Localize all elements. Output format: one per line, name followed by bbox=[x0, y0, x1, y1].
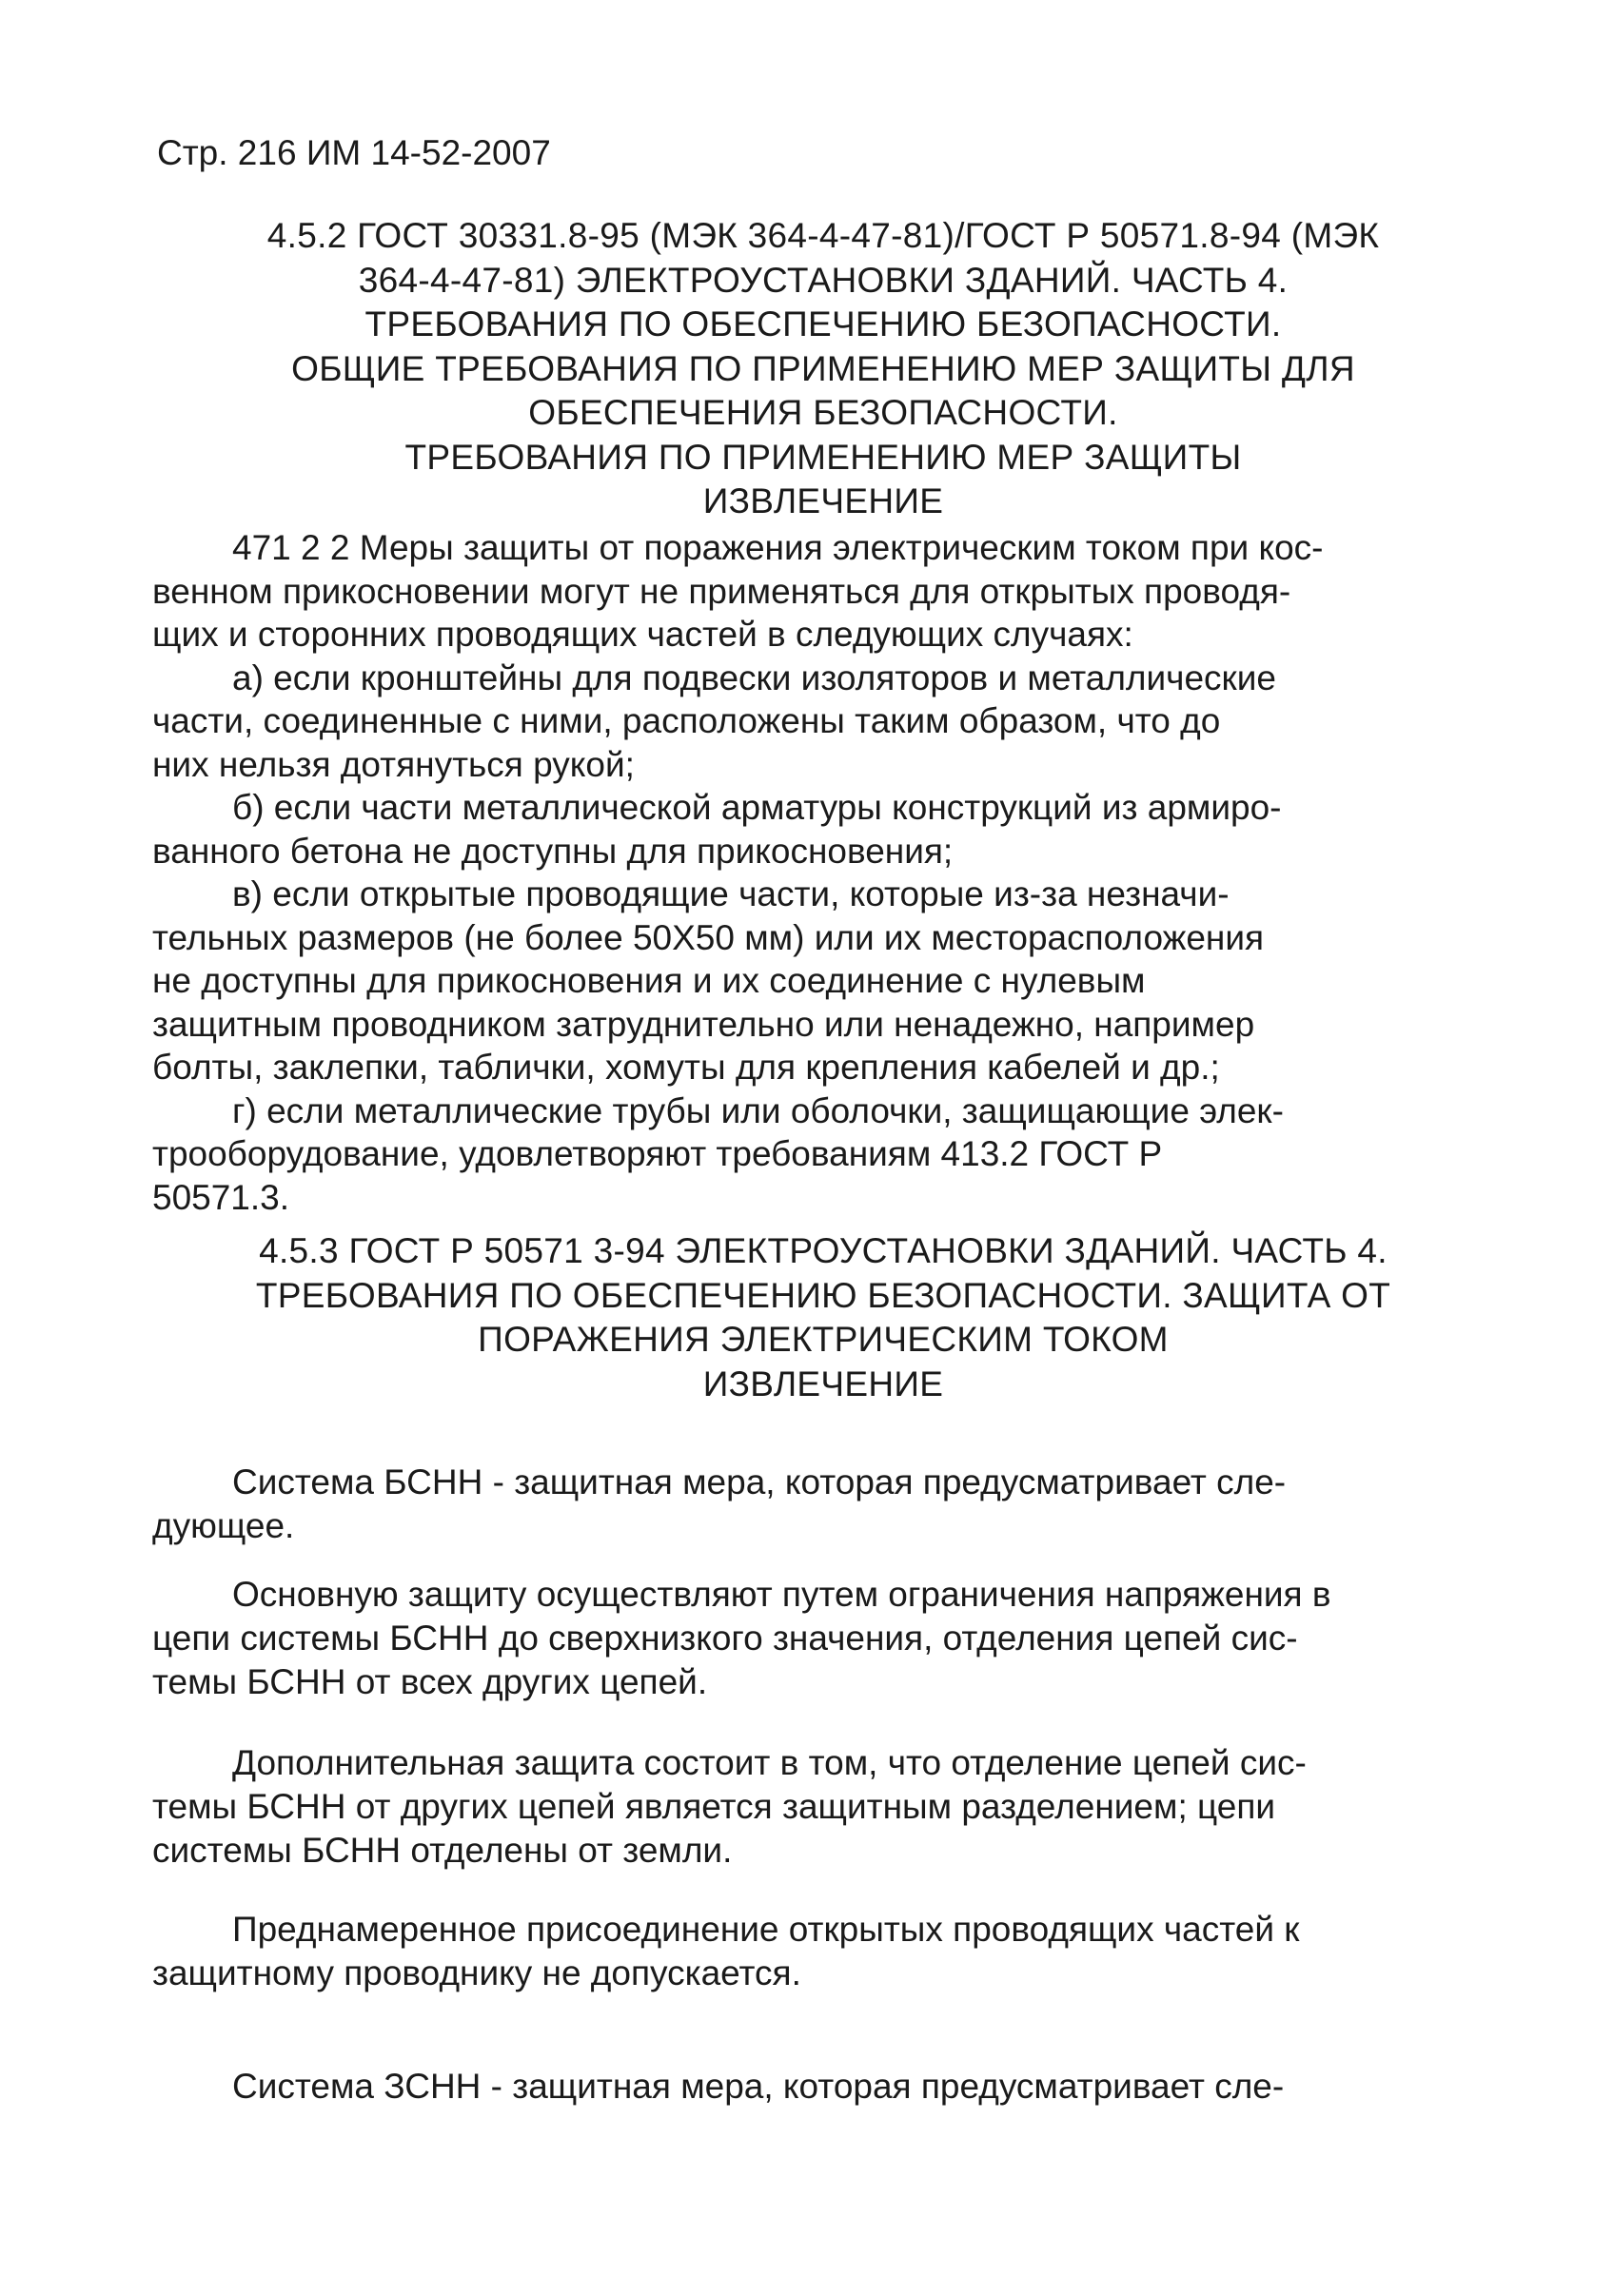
list-item-c: в) если открытые проводящие части, которые из-за незначи- bbox=[232, 874, 1230, 913]
title-line: 4.5.2 ГОСТ 30331.8-95 (МЭК 364-4-47-81)/ГОСТ Р 50571.8-94 (МЭК bbox=[266, 216, 1380, 255]
title-line: ИЗВЛЕЧЕНИЕ bbox=[702, 481, 944, 520]
body-line: венном прикосновении могут не применяться для открытых проводя- bbox=[152, 571, 1291, 611]
title-line: ТРЕБОВАНИЯ ПО ОБЕСПЕЧЕНИЮ БЕЗОПАСНОСТИ. bbox=[364, 304, 1282, 343]
body-line: Система ЗСНН - защитная мера, которая предусматривает сле- bbox=[232, 2067, 1285, 2106]
paragraph-zsnn-definition bbox=[152, 2065, 1494, 2109]
body-line: ванного бетона не доступны для прикосновения; bbox=[152, 831, 954, 871]
body-line: Основную защиту осуществляют путем ограничения напряжения в bbox=[232, 1575, 1331, 1614]
body-line: тельных размеров (не более 50Х50 мм) или их месторасположения bbox=[152, 917, 1265, 957]
body-line: защитным проводником затруднительно или ненадежно, например bbox=[152, 1004, 1255, 1044]
list-item-b: б) если части металлической арматуры конструкций из армиро- bbox=[232, 788, 1282, 827]
list-item-d: г) если металлические трубы или оболочки, защищающие элек- bbox=[232, 1090, 1284, 1130]
body-line: Преднамеренное присоединение открытых проводящих частей к bbox=[232, 1910, 1300, 1949]
body-line: не доступны для прикосновения и их соединение с нулевым bbox=[152, 961, 1146, 1000]
body-line: щих и сторонних проводящих частей в следующих случаях: bbox=[152, 615, 1133, 654]
title-line: ПОРАЖЕНИЯ ЭЛЕКТРИЧЕСКИМ ТОКОМ bbox=[478, 1320, 1169, 1359]
title-line: 4.5.3 ГОСТ Р 50571 3-94 ЭЛЕКТРОУСТАНОВКИ ЗДАНИЙ. ЧАСТЬ 4. bbox=[259, 1231, 1388, 1270]
title-line: ТРЕБОВАНИЯ ПО ПРИМЕНЕНИЮ МЕР ЗАЩИТЫ bbox=[404, 437, 1242, 477]
title-line: ОБЕСПЕЧЕНИЯ БЕЗОПАСНОСТИ. bbox=[528, 393, 1118, 432]
body-line: системы БСНН отделены от земли. bbox=[152, 1831, 733, 1870]
section-1-body bbox=[152, 526, 1494, 1219]
title-line: 364-4-47-81) ЭЛЕКТРОУСТАНОВКИ ЗДАНИЙ. ЧАСТЬ 4. bbox=[358, 260, 1289, 300]
body-line: 50571.3. bbox=[152, 1177, 290, 1217]
title-line: ТРЕБОВАНИЯ ПО ОБЕСПЕЧЕНИЮ БЕЗОПАСНОСТИ. ЗАЩИТА ОТ bbox=[255, 1275, 1391, 1315]
body-line: части, соединенные с ними, расположены таким образом, что до bbox=[152, 701, 1221, 740]
paragraph-bsnn-definition bbox=[152, 1461, 1494, 1548]
body-line: защитному проводнику не допускается. bbox=[152, 1953, 801, 1992]
page-header: Стр. 216 ИМ 14-52-2007 bbox=[157, 133, 551, 172]
body-line: болты, заклепки, таблички, хомуты для крепления кабелей и др.; bbox=[152, 1048, 1220, 1087]
body-line: 471 2 2 Меры защиты от поражения электрическим током при кос- bbox=[232, 528, 1324, 567]
body-line: темы БСНН от всех других цепей. bbox=[152, 1662, 708, 1701]
body-line: дующее. bbox=[152, 1506, 295, 1545]
body-line: Дополнительная защита состоит в том, что отделение цепей сис- bbox=[232, 1743, 1307, 1782]
title-line: ОБЩИЕ ТРЕБОВАНИЯ ПО ПРИМЕНЕНИЮ МЕР ЗАЩИТЫ ДЛЯ bbox=[291, 348, 1355, 388]
body-line: них нельзя дотянуться рукой; bbox=[152, 744, 635, 784]
paragraph-additional-protection bbox=[152, 1741, 1494, 1873]
title-line: ИЗВЛЕЧЕНИЕ bbox=[702, 1364, 944, 1403]
body-line: трооборудование, удовлетворяют требованиям 413.2 ГОСТ Р bbox=[152, 1134, 1163, 1173]
section-1-title bbox=[152, 214, 1494, 524]
body-line: темы БСНН от других цепей является защитным разделением; цепи bbox=[152, 1787, 1276, 1826]
section-2-title bbox=[152, 1229, 1494, 1406]
list-item-a: а) если кронштейны для подвески изоляторов и металлические bbox=[232, 657, 1276, 697]
paragraph-intentional-connection bbox=[152, 1908, 1494, 1995]
body-line: цепи системы БСНН до сверхнизкого значения, отделения цепей сис- bbox=[152, 1619, 1298, 1658]
paragraph-basic-protection bbox=[152, 1573, 1494, 1704]
body-line: Система БСНН - защитная мера, которая предусматривает сле- bbox=[232, 1462, 1287, 1501]
